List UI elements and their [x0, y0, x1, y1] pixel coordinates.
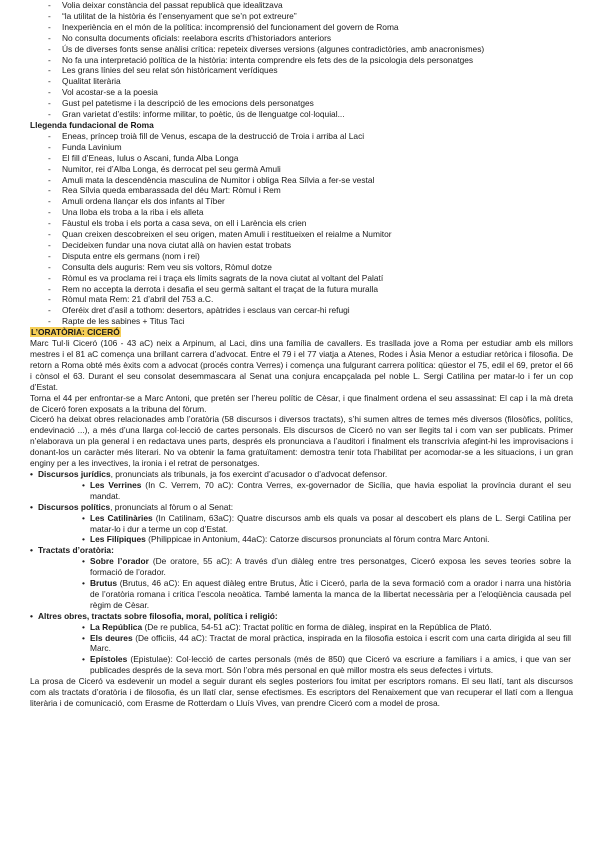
work-title: Les Verrines — [90, 479, 142, 490]
section-title: Discursos polítics — [38, 501, 111, 512]
work-description: (In Catilinam, 63aC): Quatre discursos amb els quals va posar al descobert els plans de L. Sergi Catilina per matar-lo i dur a terme un cop d’Estat. — [90, 512, 571, 534]
work-item — [30, 578, 573, 611]
list-item: - Gust pel patetisme i la descripció de les emocions dels personatges — [30, 98, 573, 109]
legend-heading: Llegenda fundacional de Roma — [30, 119, 154, 130]
work-title: Els deures — [90, 632, 133, 643]
list-item: - No fa una interpretació política de la història: intenta comprendre els fets des de la psicologia dels personatges — [30, 55, 573, 66]
section-heading — [30, 611, 573, 622]
work-title: Epístoles — [90, 654, 128, 665]
list-item: - Les grans línies del seu relat són històricament verídiques — [30, 65, 573, 76]
work-item — [30, 556, 573, 578]
document-content — [30, 0, 573, 709]
work-item — [30, 654, 573, 676]
work-title: Sobre l’orador — [90, 556, 149, 567]
legend-list-item: - Eneas, príncep troià fill de Venus, escapa de la destrucció de Troia i arriba al Laci — [30, 131, 573, 142]
section-title: Altres obres, tractats sobre filosofia, moral, política i religió: — [38, 610, 278, 621]
legend-list-item: - Rea Sílvia queda embarassada del déu Mart: Ròmul i Rem — [30, 185, 573, 196]
work-description: (De oratore, 55 aC): A través d’un diàleg entre tres personatges, Ciceró exposa les seves teories sobre la formació de l’orador. — [90, 556, 571, 578]
legend-list-item: - Rem no accepta la derrota i desafia el seu germà saltant el traçat de la futura muralla — [30, 284, 573, 295]
legend-list-item: - Oferéix dret d’asil a tothom: desertors, apàtrides i esclaus van cercar-hi refugi — [30, 305, 573, 316]
legend-list-item: - Consulta dels auguris: Rem veu sis voltors, Ròmul dotze — [30, 262, 573, 273]
legend-list-item: - Quan creixen descobreixen el seu origen, maten Amuli i restitueixen el reialme a Numitor — [30, 229, 573, 240]
paragraph-death: Torna el 44 per enfrontar-se a Marc Antoni, que pretén ser l’hereu polític de Cèsar, i que finalment ordena el seu assassinat: El cap i la mà dreta de Ciceró foren exposats a la tribuna del fòrum. — [30, 392, 573, 414]
work-item — [30, 513, 573, 535]
work-description: (De re publica, 54-51 aC): Tractat polític en forma de diàleg, inspirat en la República de Plató. — [142, 621, 492, 632]
legend-list-item: - Rapte de les sabines + Titus Taci — [30, 316, 573, 327]
section-rest: , pronunciats als tribunals, ja fos exercint d’acusador o d’advocat defensor. — [110, 468, 388, 479]
work-item — [30, 534, 573, 545]
legend-list-item: - Amuli ordena llançar els dos infants al Tíber — [30, 196, 573, 207]
work-item — [30, 622, 573, 633]
list-item: - Inexperiència en el món de la política: incomprensió del funcionament del govern de Roma — [30, 22, 573, 33]
legend-list-item: - Decideixen fundar una nova ciutat allà on havien estat trobats — [30, 240, 573, 251]
list-item: - Ús de diverses fonts sense anàlisi crítica: repeteix diverses versions (algunes contradictòries, amb anacronismes) — [30, 44, 573, 55]
legend-list-item: - El fill d’Eneas, Iulus o Ascani, funda Alba Longa — [30, 153, 573, 164]
work-title: La República — [90, 621, 143, 632]
section-title: Discursos jurídics — [38, 468, 111, 479]
legend-list-item: - Disputa entre els germans (nom i rei) — [30, 251, 573, 262]
work-description: (Philippicae in Antonium, 44aC): Catorze discursos pronunciats al fòrum contra Marc Antoni. — [145, 534, 490, 545]
legend-list-item: - Una lloba els troba a la riba i els alleta — [30, 207, 573, 218]
paragraph-closing: La prosa de Ciceró va esdevenir un model a seguir durant els segles posteriors fou imitat per escriptors romans. El seu llatí, tant als discursos com als tractats d’oratòria i de filosofia, és un llatí clar, sense efectismes. Es escriptors del Renaixement que van recuperar el llatí com a llengua literària i de comunicació, com Erasme de Rotterdam o Lluís Vives, van prendre Ciceró com a model de prosa. — [30, 676, 573, 708]
oratoria-heading-highlight: L’ORATÒRIA: CICERÓ — [31, 327, 120, 338]
oratoria-heading — [30, 327, 573, 338]
list-item: - Qualitat literària — [30, 76, 573, 87]
legend-list-item: - Amuli mata la descendència masculina de Numitor i obliga Rea Sílvia a fer-se vestal — [30, 175, 573, 186]
work-item — [30, 633, 573, 655]
works-sections — [30, 469, 573, 676]
legend-list-item: - Funda Lavinium — [30, 142, 573, 153]
work-description: (De officiis, 44 aC): Tractat de moral pràctica, inspirada en la filosofia estoica i escrit com una carta dirigida al seu fill Marc. — [90, 632, 571, 654]
work-description: (Epistulae): Col·lecció de cartes personals (més de 850) que Ciceró va escriure a familiars i a amics, i que van ser publicades després de la seva mort. Són l’obra més personal en què millor mostra els seus defectes i virtuts. — [90, 654, 571, 676]
section-rest: , pronunciats al fòrum o al Senat: — [110, 501, 234, 512]
list-item: - Gran varietat d’estils: informe militar, to poètic, ús de llenguatge col·loquial... — [30, 109, 573, 120]
list-item: - No consulta documents oficials: reelabora escrits d’historiadors anteriors — [30, 33, 573, 44]
work-title: Les Catilinàries — [90, 512, 153, 523]
work-item — [30, 480, 573, 502]
legend-list — [30, 131, 573, 327]
work-title: Brutus — [90, 578, 117, 589]
list-item: - Vol acostar-se a la poesia — [30, 87, 573, 98]
legend-list-item: - Ròmul es va proclama rei i traça els límits sagrats de la nova ciutat al voltant del Palatí — [30, 273, 573, 284]
legend-list-item: - Ròmul mata Rem: 21 d’abril del 753 a.C. — [30, 294, 573, 305]
list-item: - Volia deixar constància del passat republicà que idealitzava — [30, 0, 573, 11]
section-heading — [30, 502, 573, 513]
historiography-list — [30, 0, 573, 120]
work-description: (In C. Verrem, 70 aC): Contra Verres, ex-governador de Sicília, que havia espoliat la província durant el seu mandat. — [90, 479, 571, 501]
section-title: Tractats d’oratòria: — [38, 545, 114, 556]
legend-list-item: - Fàustul els troba i els porta a casa seva, on ell i Larència els crien — [30, 218, 573, 229]
work-description: (Brutus, 46 aC): En aquest diàleg entre Brutus, Àtic i Ciceró, parla de la seva formació com a orador i narra una història de l’oratòria romana i critica l’escola neoàtica. També lamenta la manca de la llibertat necessària per a l’eloqüència causada pel règim de Cèsar. — [90, 578, 571, 610]
section-heading — [30, 545, 573, 556]
section-heading — [30, 469, 573, 480]
paragraph-works: Ciceró ha deixat obres relacionades amb l’oratòria (58 discursos i diversos tractats), s’hi sumen altres de temes més diversos (filosòfics, polítics, endevinació ...), a més d’una llarga col·lecció de cartes personals. Els discursos de Ciceró no van ser llegits tal i com van ser publicats. Primer n’elaborava un pla general i en redactava unes parts, després els pronunciava a l’auditori i finalment els transcrivia afegint-hi les improvisacions i donant-los un caràcter més literari. No va obtenir la fama gratuïtament: demostra tenir tota l’habilitat per acomodar-se a les situacions, i un gran enginy per a les invectives, la ironia i el retrat de personatges. — [30, 414, 573, 469]
list-item: - “la utilitat de la història és l’ensenyament que se’n pot extreure” — [30, 11, 573, 22]
work-title: Les Filípiques — [90, 534, 146, 545]
legend-list-item: - Numitor, rei d’Alba Longa, és derrocat pel seu germà Amuli — [30, 164, 573, 175]
paragraph-biography: Marc Tul·li Ciceró (106 - 43 aC) neix a Arpinum, al Laci, dins una família de cavallers. Es trasllada jove a Roma per estudiar amb els millors mestres i el 81 aC comença una brillant carrera d’advocat. Entre el 79 i el 77 viatja a Atenes, Rodes i Àsia Menor a estudiar retòrica i filosofia. De retorn a Roma obté més èxits com a advocat (procés contra Verres) i comença una fulgurant carrera política: qüestor el 75, edil el 69, pretor el 66 i cònsol el 63. Durant el seu consolat desemmascara al Senat una conjura encapçalada pel noble L. Sergi Catilina per matar-lo i fer un cop d’Estat. — [30, 338, 573, 392]
